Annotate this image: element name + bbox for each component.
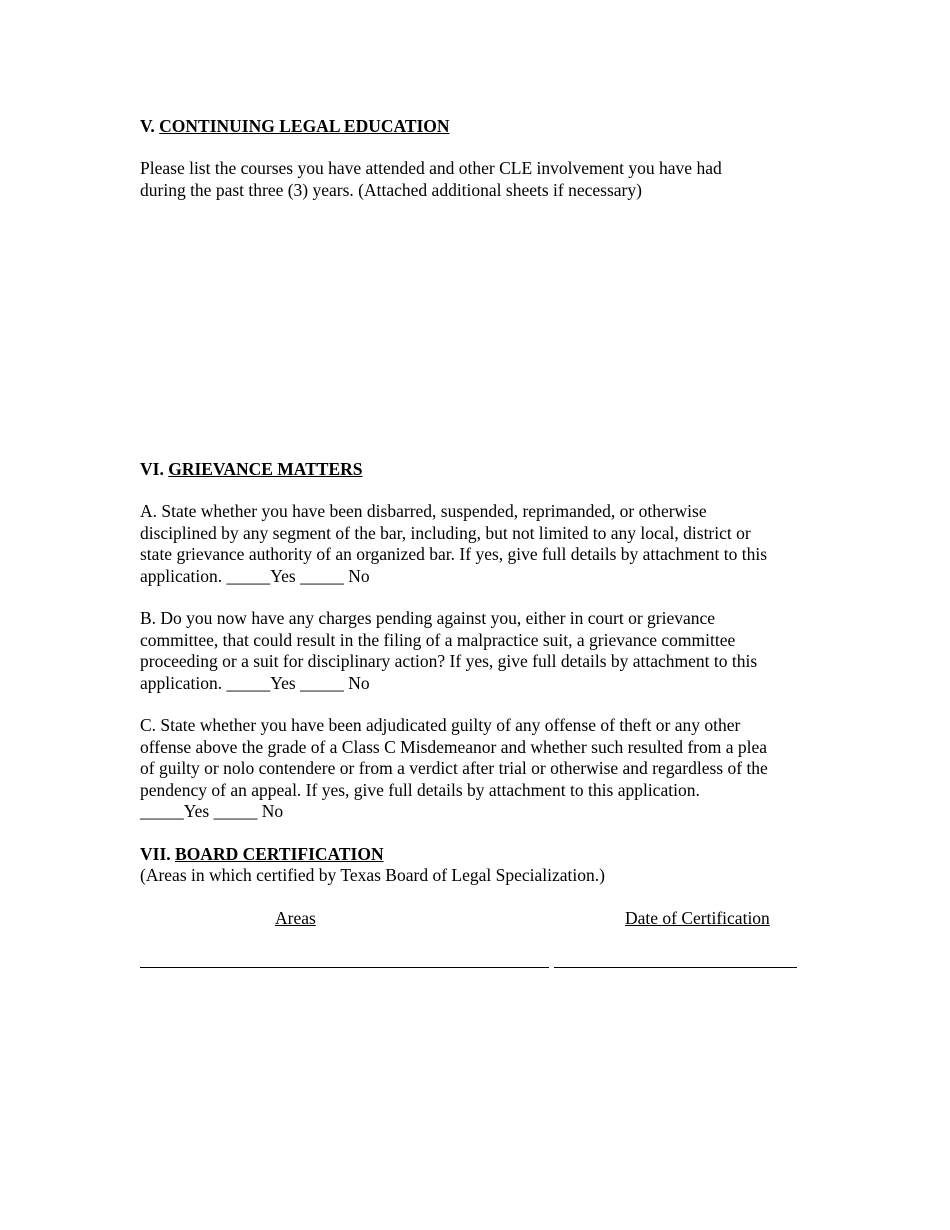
text-line: committee, that could result in the filing of a malpractice suit, a grievance committee [140, 629, 736, 650]
question-a-answer-line[interactable]: application. _____Yes _____ No [140, 565, 370, 586]
question-c [140, 715, 820, 823]
section-vi-heading [140, 458, 363, 480]
section-vii-heading [140, 843, 384, 865]
section-vi-title: GRIEVANCE MATTERS [168, 459, 363, 479]
text-line: (Areas in which certified by Texas Board of Legal Specialization.) [140, 865, 605, 885]
section-vi-number: VI. [140, 459, 164, 479]
question-b-answer-line[interactable]: application. _____Yes _____ No [140, 672, 370, 693]
areas-column-label: Areas [275, 908, 316, 928]
section-vii-number: VII. [140, 844, 171, 864]
section-v-instructions [140, 158, 820, 201]
text-line: disciplined by any segment of the bar, including, but not limited to any local, district or [140, 522, 751, 543]
question-c-answer-line[interactable]: _____Yes _____ No [140, 801, 284, 821]
text-line: B. Do you now have any charges pending against you, either in court or grievance [140, 608, 716, 628]
text-line: pendency of an appeal. If yes, give full details by attachment to this application. [140, 779, 700, 800]
text-line: Please list the courses you have attended and other CLE involvement you have had [140, 158, 722, 178]
question-b [140, 608, 820, 694]
text-line: state grievance authority of an organized bar. If yes, give full details by attachment to this [140, 544, 768, 564]
text-line: offense above the grade of a Class C Misdemeanor and whether such resulted from a plea [140, 736, 768, 757]
section-v-heading [140, 115, 450, 137]
areas-blank-line[interactable] [140, 967, 549, 968]
text-line: C. State whether you have been adjudicated guilty of any offense of theft or any other [140, 715, 741, 735]
text-line: of guilty or nolo contendere or from a verdict after trial or otherwise and regardless of the [140, 758, 768, 778]
question-a [140, 501, 820, 587]
section-vii-subtitle [140, 865, 820, 887]
section-v-title: CONTINUING LEGAL EDUCATION [159, 116, 450, 136]
text-line: during the past three (3) years. (Attached additional sheets if necessary) [140, 179, 642, 200]
date-blank-line[interactable] [554, 967, 797, 968]
text-line: proceeding or a suit for disciplinary action? If yes, give full details by attachment to this [140, 651, 758, 671]
date-column-label: Date of Certification [625, 908, 770, 928]
text-line: A. State whether you have been disbarred, suspended, reprimanded, or otherwise [140, 501, 707, 521]
section-v-number: V. [140, 116, 155, 136]
section-vii-title: BOARD CERTIFICATION [175, 844, 384, 864]
